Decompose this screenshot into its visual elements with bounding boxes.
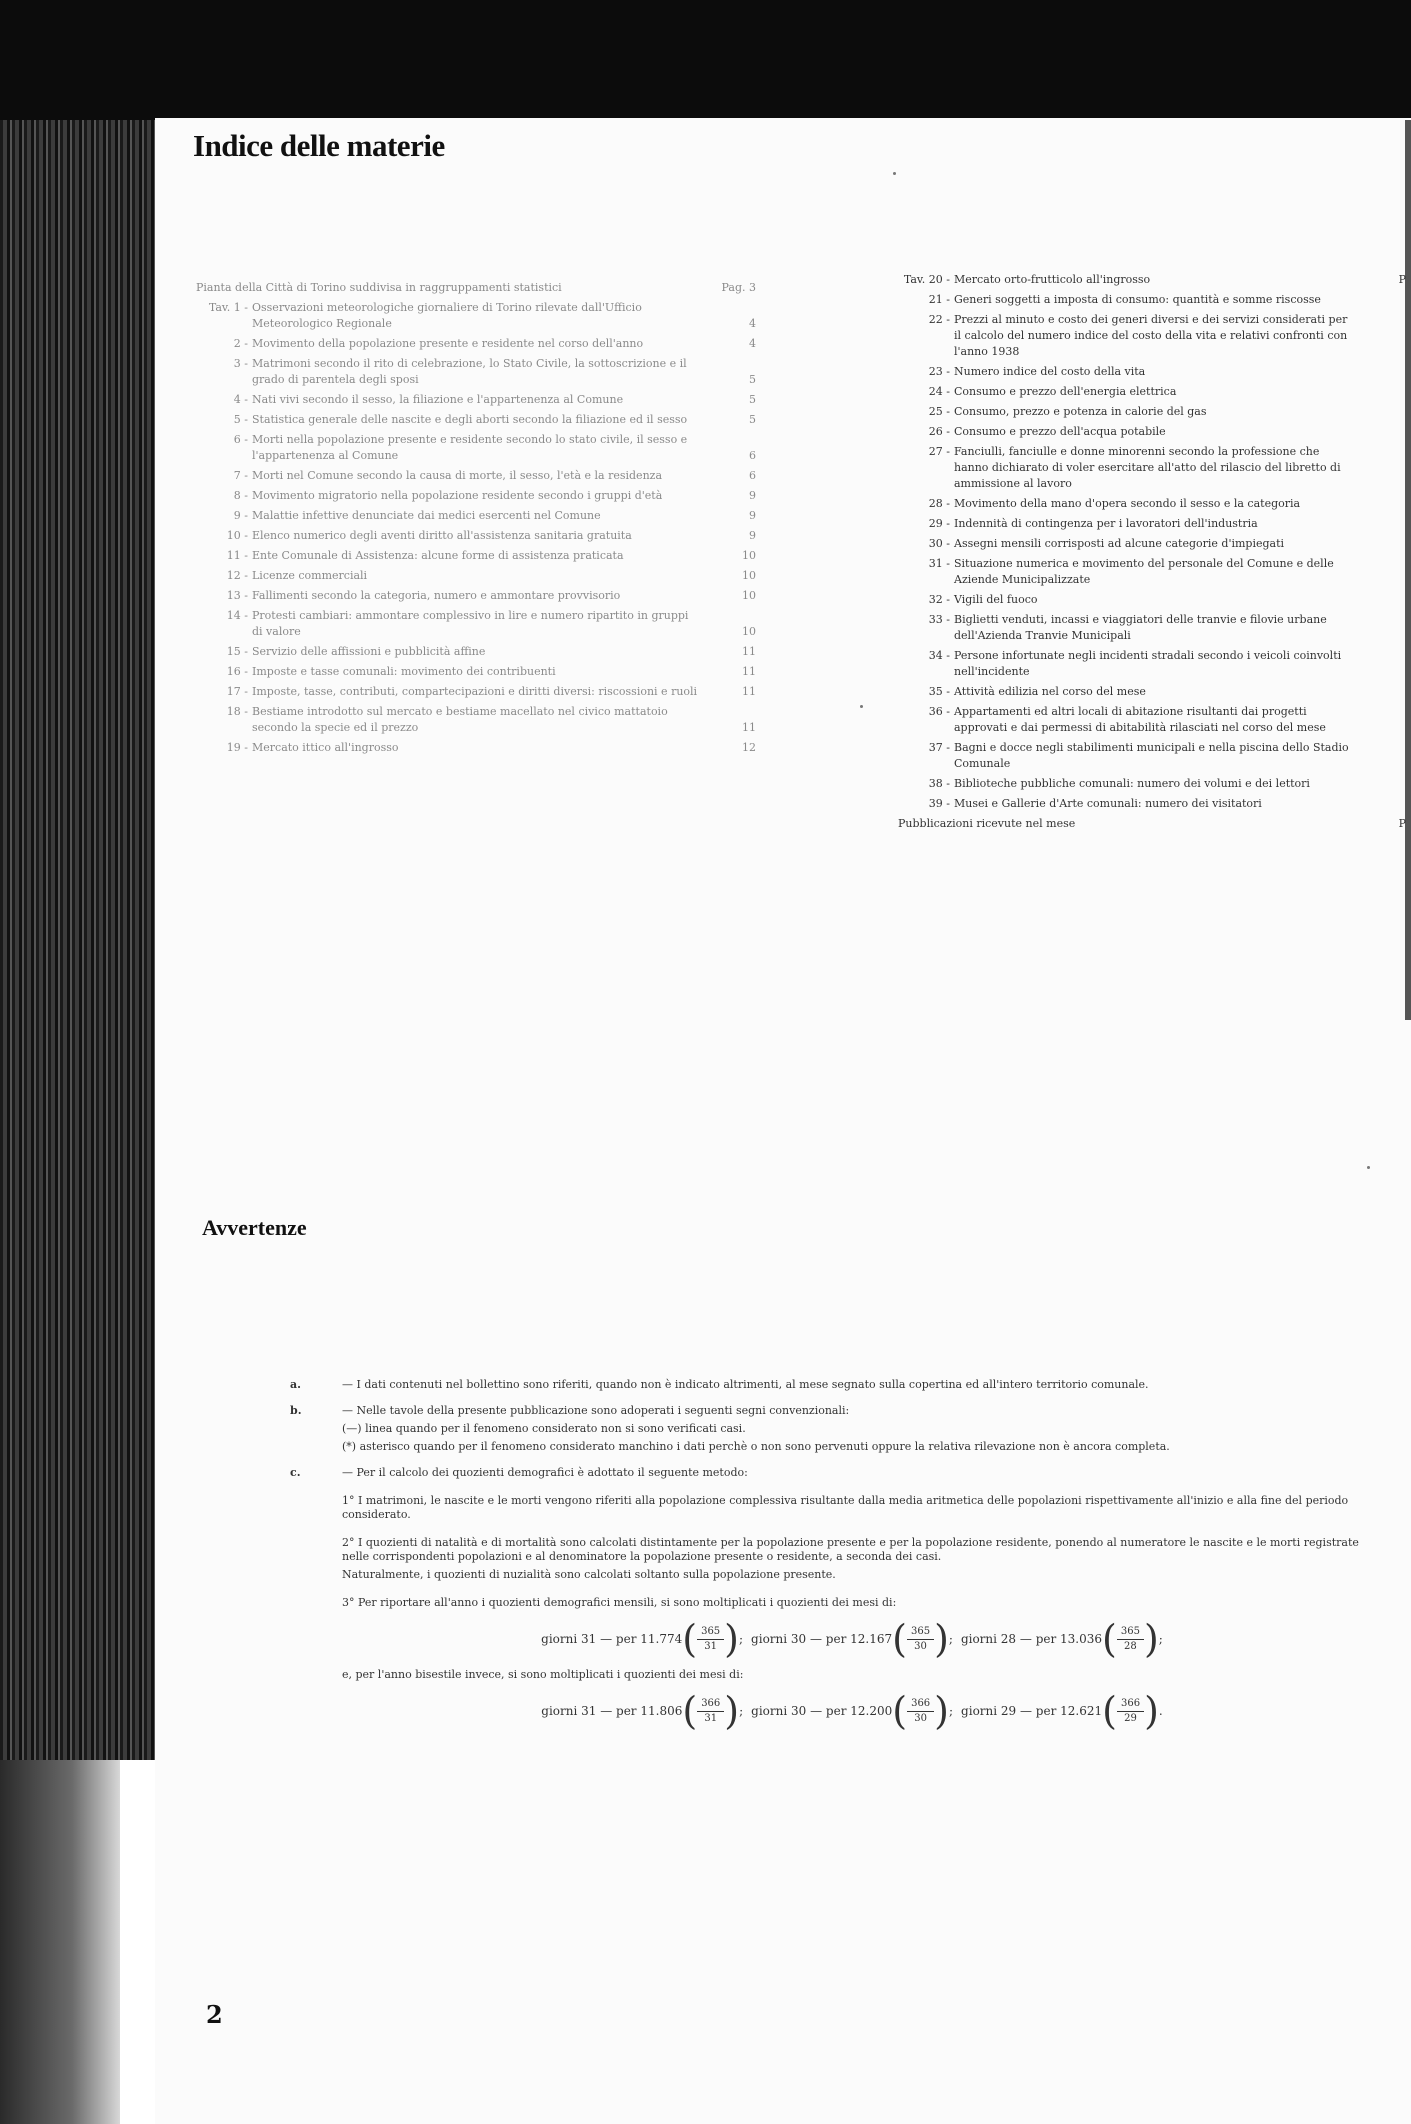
right-paren: ) xyxy=(1144,1689,1159,1733)
toc-table-number: 14 - xyxy=(226,609,248,622)
page-title: Indice delle materie xyxy=(193,128,445,163)
toc-entry xyxy=(898,796,1406,812)
note-sub: 1° I matrimoni, le nascite e le morti vengono riferiti alla popolazione complessiva risultante dalla media aritmetica delle popolazioni rispettivamente all'inizio e alla fine del periodo considerato. xyxy=(342,1494,1349,1521)
formula-term xyxy=(541,1617,744,1661)
toc-page-number: 5 xyxy=(749,413,756,426)
toc-entry xyxy=(196,644,756,660)
toc-entry xyxy=(898,776,1406,792)
toc-entry-text: Bestiame introdotto sul mercato e bestiame macellato nel civico mattatoio secondo la specie ed il prezzo xyxy=(252,705,668,734)
toc-entry xyxy=(196,280,756,296)
toc-entry-text: Elenco numerico degli aventi diritto all'assistenza sanitaria gratuita xyxy=(252,529,632,542)
toc-entry xyxy=(898,648,1406,680)
toc-table-number: 2 - xyxy=(233,337,248,350)
toc-entry-text: Imposte e tasse comunali: movimento dei contribuenti xyxy=(252,665,556,678)
toc-page-number: 5 xyxy=(749,393,756,406)
toc-entry xyxy=(898,592,1406,608)
fraction-denominator: 31 xyxy=(704,1712,718,1724)
toc-page-number: 9 xyxy=(749,529,756,542)
formula-separator: ; xyxy=(948,1632,953,1646)
toc-entry-text: Consumo, prezzo e potenza in calorie del gas xyxy=(954,405,1207,418)
toc-table-number: 24 - xyxy=(928,385,950,398)
toc-entry xyxy=(898,444,1406,492)
fraction-numerator: 366 xyxy=(1117,1697,1144,1712)
toc-entry xyxy=(898,704,1406,736)
toc-page-number: Pag. 3 xyxy=(721,281,756,294)
toc-table-number: 5 - xyxy=(233,413,248,426)
toc-entry-text: Attività edilizia nel corso del mese xyxy=(954,685,1146,698)
formula-multiplier: giorni 31 — per 11.774 xyxy=(541,1632,683,1646)
fraction-numerator: 366 xyxy=(697,1697,724,1712)
left-paren: ( xyxy=(682,1617,698,1661)
toc-entry xyxy=(898,516,1406,532)
note-label: c. xyxy=(290,1466,301,1479)
toc-entry-text: Statistica generale delle nascite e degli aborti secondo la filiazione ed il sesso xyxy=(252,413,688,426)
fraction-numerator: 365 xyxy=(697,1625,724,1640)
toc-page-number: 9 xyxy=(749,489,756,502)
speck xyxy=(893,172,896,175)
formula-term xyxy=(541,1689,744,1733)
toc-page-number: 10 xyxy=(742,569,756,582)
toc-table-number: 29 - xyxy=(928,517,950,530)
toc-entry xyxy=(196,468,756,484)
fraction-denominator: 29 xyxy=(1124,1712,1137,1724)
scan-top-band xyxy=(0,0,1411,120)
avvertenze-notes xyxy=(290,1378,1362,1742)
toc-entry xyxy=(898,424,1406,440)
toc-entry-text: Imposte, tasse, contributi, compartecipazioni e diritti diversi: riscossioni e ruoli xyxy=(252,685,698,698)
toc-entry-text: Persone infortunate negli incidenti stradali secondo i veicoli coinvolti nell'incidente xyxy=(954,649,1342,678)
left-paren: ( xyxy=(682,1689,698,1733)
left-paren: ( xyxy=(892,1689,908,1733)
note-label: a. xyxy=(290,1378,301,1391)
note-sub: (—) linea quando per il fenomeno considerato non si sono verificati casi. xyxy=(342,1422,746,1435)
right-paren: ) xyxy=(724,1689,740,1733)
toc-entry xyxy=(898,816,1406,832)
toc-entry xyxy=(898,556,1406,588)
toc-entry-text: Licenze commerciali xyxy=(252,569,368,582)
toc-page-number: 10 xyxy=(742,625,756,638)
toc-entry-text: Vigili del fuoco xyxy=(954,593,1038,606)
formula-row-1 xyxy=(342,1617,1362,1661)
toc-table-number: 28 - xyxy=(928,497,950,510)
toc-entry xyxy=(196,336,756,352)
formula-multiplier: giorni 29 — per 12.621 xyxy=(961,1704,1103,1718)
toc-table-number: 13 - xyxy=(226,589,248,602)
toc-entry xyxy=(196,684,756,700)
toc-page-number: 10 xyxy=(742,589,756,602)
toc-entry-text: Ente Comunale di Assistenza: alcune forme di assistenza praticata xyxy=(252,549,624,562)
toc-entry xyxy=(196,488,756,504)
note-sub: (*) asterisco quando per il fenomeno considerato manchino i dati perchè o non sono pervenuti oppure la relativa rilevazione non è ancora completa. xyxy=(342,1440,1170,1453)
toc-entry xyxy=(898,536,1406,552)
speck xyxy=(860,705,863,708)
toc-table-number: Tav. 1 - xyxy=(208,301,248,314)
formula-multiplier: giorni 30 — per 12.167 xyxy=(751,1632,893,1646)
left-paren: ( xyxy=(1102,1689,1117,1733)
toc-entry-text: Protesti cambiari: ammontare complessivo in lire e numero ripartito in gruppi di valore xyxy=(252,609,689,638)
left-paren: ( xyxy=(892,1617,907,1661)
toc-entry xyxy=(196,608,756,640)
toc-entry-text: Morti nel Comune secondo la causa di morte, il sesso, l'età e la residenza xyxy=(252,469,663,482)
toc-entry xyxy=(196,300,756,332)
toc-entry xyxy=(898,292,1406,308)
toc-entry-text: Movimento della mano d'opera secondo il sesso e la categoria xyxy=(954,497,1301,510)
toc-table-number: 6 - xyxy=(233,433,248,446)
toc-table-number: 11 - xyxy=(226,549,248,562)
fraction xyxy=(1117,1697,1144,1726)
fraction-denominator: 30 xyxy=(914,1712,927,1724)
toc-table-number: 37 - xyxy=(928,741,950,754)
formula-term xyxy=(751,1617,953,1661)
note-c xyxy=(290,1466,1362,1733)
toc-entry xyxy=(196,704,756,736)
toc-table-number: 23 - xyxy=(928,365,950,378)
toc-table-number: 38 - xyxy=(928,777,950,790)
toc-table-number: 18 - xyxy=(226,705,248,718)
toc-table-number: 34 - xyxy=(928,649,950,662)
toc-table-number: 4 - xyxy=(233,393,248,406)
toc-table-number: 33 - xyxy=(928,613,950,626)
toc-entry xyxy=(196,508,756,524)
toc-table-number: 27 - xyxy=(928,445,950,458)
formula-separator: ; xyxy=(949,1704,954,1718)
toc-entry-text: Prezzi al minuto e costo dei generi diversi e dei servizi considerati per il calcolo del numero indice del costo della vita e relativi confronti con l'anno 1938 xyxy=(954,313,1348,358)
toc-entry-text: Indennità di contingenza per i lavoratori dell'industria xyxy=(954,517,1258,530)
toc-entry-text: Pianta della Città di Torino suddivisa in raggruppamenti statistici xyxy=(196,281,562,294)
toc-entry-text: Biblioteche pubbliche comunali: numero dei volumi e dei lettori xyxy=(954,777,1310,790)
toc-entry-text: Servizio delle affissioni e pubblicità affine xyxy=(252,645,486,658)
toc-page-number: 4 xyxy=(749,317,756,330)
toc-table-number: 25 - xyxy=(928,405,950,418)
toc-table-number: 15 - xyxy=(226,645,248,658)
toc-entry-text: Situazione numerica e movimento del personale del Comune e delle Aziende Municipalizzate xyxy=(954,557,1334,586)
toc-page-number: 11 xyxy=(742,665,756,678)
toc-table-number: 22 - xyxy=(928,313,950,326)
speck xyxy=(1367,1166,1370,1169)
toc-entry xyxy=(898,496,1406,512)
toc-table-number: Tav. 20 - xyxy=(903,273,950,286)
toc-page-number: P xyxy=(1398,817,1406,830)
toc-entry xyxy=(196,548,756,564)
toc-entry xyxy=(196,588,756,604)
toc-page-number: P xyxy=(1398,273,1406,286)
toc-table-number: 10 - xyxy=(226,529,248,542)
formula-separator: ; xyxy=(1158,1632,1163,1646)
note-sub: 3° Per riportare all'anno i quozienti demografici mensili, si sono moltiplicati i quozienti dei mesi di: xyxy=(342,1596,897,1609)
toc-entry-text: Osservazioni meteorologiche giornaliere di Torino rilevate dall'Ufficio Meteorologico Regionale xyxy=(252,301,642,330)
toc-entry-text: Matrimoni secondo il rito di celebrazione, lo Stato Civile, la sottoscrizione e il grado di parentela degli sposi xyxy=(252,357,687,386)
toc-table-number: 19 - xyxy=(226,741,248,754)
note-label: b. xyxy=(290,1404,302,1417)
note-a xyxy=(290,1378,1362,1392)
fraction-numerator: 365 xyxy=(907,1625,934,1640)
note-sub: 2° I quozienti di natalità e di mortalità sono calcolati distintamente per la popolazione presente e per la popolazione residente, ponendo al numeratore le nascite e le morti registrate nelle corrispondenti popolazioni e al denominatore la popolazione presente o residente, a seconda dei casi. xyxy=(342,1536,1359,1563)
toc-table-number: 3 - xyxy=(233,357,248,370)
toc-entry-text: Movimento migratorio nella popolazione residente secondo i gruppi d'età xyxy=(252,489,663,502)
toc-entry xyxy=(898,272,1406,288)
formula-term xyxy=(961,1689,1163,1733)
avvertenze-heading: Avvertenze xyxy=(202,1215,307,1240)
fraction-denominator: 30 xyxy=(914,1640,927,1652)
fraction xyxy=(697,1625,724,1654)
toc-entry xyxy=(898,404,1406,420)
toc-page-number: 11 xyxy=(742,721,756,734)
toc-entry-text: Assegni mensili corrisposti ad alcune categorie d'impiegati xyxy=(954,537,1285,550)
toc-entry xyxy=(196,664,756,680)
toc-table-number: 30 - xyxy=(928,537,950,550)
formula-separator: . xyxy=(1158,1704,1163,1718)
toc-entry-text: Bagni e docce negli stabilimenti municipali e nella piscina dello Stadio Comunale xyxy=(954,741,1349,770)
formula-multiplier: giorni 31 — per 11.806 xyxy=(541,1704,683,1718)
toc-table-number: 26 - xyxy=(928,425,950,438)
toc-entry-text: Consumo e prezzo dell'acqua potabile xyxy=(954,425,1166,438)
toc-page-number: 11 xyxy=(742,645,756,658)
toc-table-number: 17 - xyxy=(226,685,248,698)
toc-entry-text: Biglietti venduti, incassi e viaggiatori delle tranvie e filovie urbane dell'Azienda Tranvie Municipali xyxy=(954,613,1327,642)
toc-table-number: 9 - xyxy=(233,509,248,522)
formula-row-2 xyxy=(342,1689,1362,1733)
toc-entry xyxy=(898,684,1406,700)
formula-separator: ; xyxy=(739,1704,744,1718)
toc-entry xyxy=(196,392,756,408)
formula-term xyxy=(960,1617,1163,1661)
toc-entry-text: Mercato ittico all'ingrosso xyxy=(252,741,399,754)
toc-entry xyxy=(898,612,1406,644)
toc-table-number: 16 - xyxy=(226,665,248,678)
note-text: — I dati contenuti nel bollettino sono riferiti, quando non è indicato altrimenti, al mese segnato sulla copertina ed all'intero territorio comunale. xyxy=(342,1378,1149,1391)
toc-entry xyxy=(898,312,1406,360)
toc-entry-text: Pubblicazioni ricevute nel mese xyxy=(898,817,1076,830)
toc-table-number: 8 - xyxy=(233,489,248,502)
formula-multiplier: giorni 30 — per 12.200 xyxy=(751,1704,893,1718)
toc-entry-text: Musei e Gallerie d'Arte comunali: numero dei visitatori xyxy=(954,797,1262,810)
toc-entry xyxy=(196,356,756,388)
toc-entry-text: Morti nella popolazione presente e residente secondo lo stato civile, il sesso e l'appartenenza al Comune xyxy=(252,433,688,462)
toc-table-number: 21 - xyxy=(928,293,950,306)
toc-entry-text: Mercato orto-frutticolo all'ingrosso xyxy=(954,273,1151,286)
book-binding-shadow xyxy=(0,1760,120,2124)
toc-entry-text: Nati vivi secondo il sesso, la filiazione e l'appartenenza al Comune xyxy=(252,393,624,406)
fraction-denominator: 28 xyxy=(1124,1640,1137,1652)
toc-table-number: 12 - xyxy=(226,569,248,582)
formula-separator: ; xyxy=(739,1632,744,1646)
toc-entry-text: Generi soggetti a imposta di consumo: quantità e somme riscosse xyxy=(954,293,1321,306)
toc-entry-text: Appartamenti ed altri locali di abitazione risultanti dai progetti approvati e dai permessi di abitabilità rilasciati nel corso del mese xyxy=(954,705,1326,734)
toc-right-column xyxy=(898,272,1406,836)
toc-entry-text: Numero indice del costo della vita xyxy=(954,365,1146,378)
fraction xyxy=(907,1625,934,1654)
fraction xyxy=(697,1697,724,1726)
toc-page-number: 10 xyxy=(742,549,756,562)
toc-entry xyxy=(196,432,756,464)
fraction xyxy=(1117,1625,1144,1654)
toc-page-number: 11 xyxy=(742,685,756,698)
toc-page-number: 6 xyxy=(749,449,756,462)
toc-entry-text: Consumo e prezzo dell'energia elettrica xyxy=(954,385,1177,398)
toc-entry xyxy=(898,384,1406,400)
toc-page-number: 5 xyxy=(749,373,756,386)
toc-table-number: 35 - xyxy=(928,685,950,698)
toc-table-number: 36 - xyxy=(928,705,950,718)
toc-entry xyxy=(898,364,1406,380)
toc-entry-text: Fanciulli, fanciulle e donne minorenni secondo la professione che hanno dichiarato di voler esercitare all'atto del rilascio del libretto di ammissione al lavoro xyxy=(954,445,1341,490)
right-paren: ) xyxy=(934,1689,949,1733)
toc-page-number: 9 xyxy=(749,509,756,522)
toc-table-number: 32 - xyxy=(928,593,950,606)
toc-page-number: 6 xyxy=(749,469,756,482)
fraction xyxy=(907,1697,934,1726)
toc-entry xyxy=(196,412,756,428)
toc-left-column xyxy=(196,280,756,760)
toc-table-number: 7 - xyxy=(233,469,248,482)
fraction-denominator: 31 xyxy=(704,1640,717,1652)
formula-multiplier: giorni 28 — per 13.036 xyxy=(960,1632,1103,1646)
note-sub: e, per l'anno bisestile invece, si sono moltiplicati i quozienti dei mesi di: xyxy=(342,1668,744,1681)
right-paren: ) xyxy=(724,1617,739,1661)
note-b xyxy=(290,1404,1362,1454)
note-text: — Nelle tavole della presente pubblicazione sono adoperati i seguenti segni convenzionali: xyxy=(342,1404,850,1417)
fraction-numerator: 366 xyxy=(907,1697,934,1712)
toc-entry-text: Movimento della popolazione presente e residente nel corso dell'anno xyxy=(252,337,644,350)
toc-page-number: 12 xyxy=(742,741,756,754)
toc-page-number: 4 xyxy=(749,337,756,350)
toc-entry xyxy=(898,740,1406,772)
formula-term xyxy=(751,1689,954,1733)
toc-table-number: 39 - xyxy=(928,797,950,810)
note-text: — Per il calcolo dei quozienti demografici è adottato il seguente metodo: xyxy=(342,1466,748,1479)
fraction-numerator: 365 xyxy=(1117,1625,1144,1640)
book-binding-edge xyxy=(0,120,155,1760)
toc-entry-text: Fallimenti secondo la categoria, numero e ammontare provvisorio xyxy=(252,589,621,602)
note-sub: Naturalmente, i quozienti di nuzialità sono calcolati soltanto sulla popolazione presente. xyxy=(342,1568,836,1581)
toc-table-number: 31 - xyxy=(928,557,950,570)
toc-entry-text: Malattie infettive denunciate dai medici esercenti nel Comune xyxy=(252,509,601,522)
toc-entry xyxy=(196,740,756,756)
right-paren: ) xyxy=(1143,1617,1159,1661)
right-paren: ) xyxy=(934,1617,949,1661)
page-number: 2 xyxy=(206,2000,223,2029)
toc-entry xyxy=(196,568,756,584)
left-paren: ( xyxy=(1102,1617,1117,1661)
toc-entry xyxy=(196,528,756,544)
